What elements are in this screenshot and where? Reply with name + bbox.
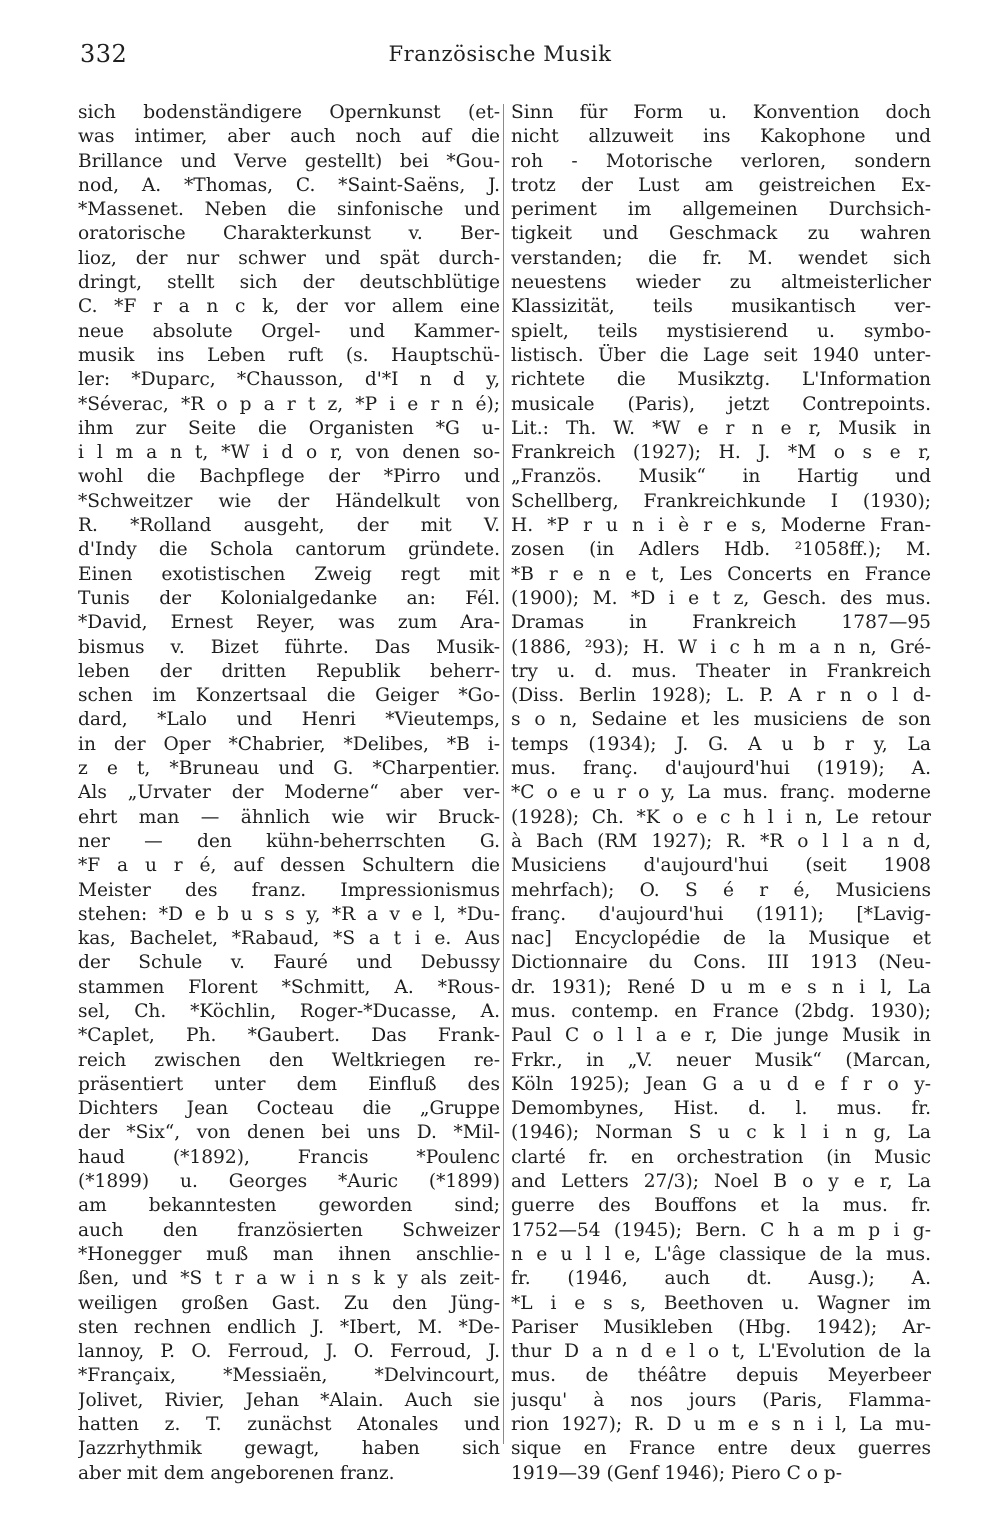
page-number: 332	[80, 40, 128, 68]
text-line: haud (*1892), Francis *Poulenc	[78, 1146, 500, 1168]
text-line: roh - Motorische verloren, sondern	[511, 150, 931, 172]
text-line: Tunis der Kolonialgedanke an: Fél.	[78, 587, 500, 609]
text-line: *Schweitzer wie der Händelkult von	[78, 490, 500, 512]
text-line: musik ins Leben ruft (s. Hauptschü-	[78, 344, 500, 366]
text-line: ihm zur Seite die Organisten *G u-	[78, 417, 500, 439]
text-line: *C o e u r o y, La mus. franç. moderne	[511, 782, 931, 804]
text-line: ehrt man — ähnlich wie wir Bruck-	[78, 806, 500, 828]
text-line: clarté fr. en orchestration (in Music	[511, 1146, 931, 1168]
text-line: bismus v. Bizet führte. Das Musik-	[78, 636, 500, 658]
text-line: lannoy, P. O. Ferroud, J. O. Ferroud, J.	[78, 1341, 500, 1363]
text-line: *Massenet. Neben die sinfonische und	[78, 199, 500, 221]
text-line: Dictionnaire du Cons. III 1913 (Neu-	[511, 952, 931, 974]
text-line: s o n, Sedaine et les musiciens de son	[511, 709, 931, 731]
text-line: Pariser Musikleben (Hbg. 1942); Ar-	[511, 1316, 931, 1338]
page-header	[80, 40, 920, 76]
text-line: Jazzrhythmik gewagt, haben sich	[78, 1438, 500, 1460]
text-line: wohl die Bachpflege der *Pirro und	[78, 466, 500, 488]
text-line: (1886, ²93); H. W i c h m a n n, Gré-	[511, 636, 931, 658]
text-line: zosen (in Adlers Hdb. ²1058ff.); M.	[511, 539, 931, 561]
text-line: Jolivet, Rivier, Jehan *Alain. Auch sie	[78, 1389, 500, 1411]
text-line: Als „Urvater der Moderne“ aber ver-	[78, 782, 500, 804]
text-line: kas, Bachelet, *Rabaud, *S a t i e. Aus	[78, 928, 500, 950]
text-line: in der Oper *Chabrier, *Delibes, *B i-	[78, 733, 500, 755]
text-line: Musiciens d'aujourd'hui (seit 1908	[511, 855, 931, 877]
text-line: Meister des franz. Impressionismus	[78, 879, 500, 901]
text-line: C. *F r a n c k, der vor allem eine	[78, 296, 500, 318]
text-line: Frkr., in „V. neuer Musik“ (Marcan,	[511, 1049, 931, 1071]
left-text-column	[78, 101, 500, 1486]
text-line: mus. contemp. en France (2bdg. 1930);	[511, 1000, 931, 1022]
text-line: „Französ. Musik“ in Hartig und	[511, 466, 931, 488]
text-line: *L i e s s, Beethoven u. Wagner im	[511, 1292, 931, 1314]
text-line: sel, Ch. *Köchlin, Roger-*Ducasse, A.	[78, 1000, 500, 1022]
text-line: *F a u r é, auf dessen Schultern die	[78, 855, 500, 877]
text-line: Demombynes, Hist. d. l. mus. fr.	[511, 1098, 931, 1120]
text-line: listisch. Über die Lage seit 1940 unter-	[511, 344, 931, 366]
text-line: temps (1934); J. G. A u b r y, La	[511, 733, 931, 755]
text-line: *Séverac, *R o p a r t z, *P i e r n é);	[78, 393, 500, 415]
text-line: periment im allgemeinen Durchsich-	[511, 199, 931, 221]
text-line: *David, Ernest Reyer, was zum Ara-	[78, 612, 500, 634]
text-line: Paul C o l l a e r, Die junge Musik in	[511, 1025, 931, 1047]
text-line: rion 1927); R. D u m e s n i l, La mu-	[511, 1414, 931, 1436]
text-line: guerre des Bouffons et la mus. fr.	[511, 1195, 931, 1217]
text-line: *Honegger muß man ihnen anschlie-	[78, 1243, 500, 1265]
text-line: neue absolute Orgel- und Kammer-	[78, 320, 500, 342]
text-line: Brillance und Verve gestellt) bei *Gou-	[78, 150, 500, 172]
text-line: der *Six“, von denen bei uns D. *Mil-	[78, 1122, 500, 1144]
text-line: (Diss. Berlin 1928); L. P. A r n o l d-	[511, 685, 931, 707]
text-line: schen im Konzertsaal die Geiger *Go-	[78, 685, 500, 707]
text-line: dard, *Lalo und Henri *Vieutemps,	[78, 709, 500, 731]
text-line: sich bodenständigere Opernkunst (et-	[78, 102, 500, 123]
text-line: ßen, und *S t r a w i n s k y als zeit-	[78, 1268, 500, 1290]
text-line: Dramas in Frankreich 1787—95	[511, 612, 931, 634]
text-line: leben der dritten Republik beherr-	[78, 660, 500, 682]
text-line: weiligen großen Gast. Zu den Jüng-	[78, 1292, 500, 1314]
text-line: 1752—54 (1945); Bern. C h a m p i g-	[511, 1219, 931, 1241]
text-line: n e u l l e, L'âge classique de la mus.	[511, 1243, 931, 1265]
text-line: reich zwischen den Weltkriegen re-	[78, 1049, 500, 1071]
text-line: stehen: *D e b u s s y, *R a v e l, *Du-	[78, 903, 500, 925]
text-line: thur D a n d e l o t, L'Evolution de la	[511, 1341, 931, 1363]
text-line: Einen exotistischen Zweig regt mit	[78, 563, 500, 585]
text-line: aber mit dem angeborenen franz.	[78, 1462, 395, 1484]
text-line: (*1899) u. Georges *Auric (*1899)	[78, 1171, 500, 1193]
text-line: *Françaix, *Messiaën, *Delvincourt,	[78, 1365, 500, 1387]
text-line: oratorische Charakterkunst v. Ber-	[78, 223, 500, 245]
text-line: stammen Florent *Schmitt, A. *Rous-	[78, 976, 500, 998]
text-line: i l m a n t, *W i d o r, von denen so-	[78, 442, 500, 464]
text-line: ner — den kühn-beherrschten G.	[78, 830, 500, 852]
text-line: (1900); M. *D i e t z, Gesch. des mus.	[511, 587, 931, 609]
text-line: ler: *Duparc, *Chausson, d'*I n d y,	[78, 369, 500, 391]
text-line: d'Indy die Schola cantorum gründete.	[78, 539, 500, 561]
right-text-column	[511, 101, 931, 1486]
text-line: (1946); Norman S u c k l i n g, La	[511, 1122, 931, 1144]
text-line: verstanden; die fr. M. wendet sich	[511, 247, 931, 269]
text-line: lioz, der nur schwer und spät durch-	[78, 247, 500, 269]
text-line: dringt, stellt sich der deutschblütige	[78, 272, 500, 294]
text-line: spielt, teils mystisierend u. symbo-	[511, 320, 931, 342]
text-line: mus. franç. d'aujourd'hui (1919); A.	[511, 758, 931, 780]
text-line: was intimer, aber auch noch auf die	[78, 126, 500, 148]
text-line: trotz der Lust am geistreichen Ex-	[511, 174, 931, 196]
text-line: dr. 1931); René D u m e s n i l, La	[511, 976, 931, 998]
text-line: nac] Encyclopédie de la Musique et	[511, 928, 931, 950]
text-line: Lit.: Th. W. *W e r n e r, Musik in	[511, 417, 931, 439]
text-line: Sinn für Form u. Konvention doch	[511, 102, 931, 123]
text-line: tigkeit und Geschmack zu wahren	[511, 223, 931, 245]
text-line: fr. (1946, auch dt. Ausg.); A.	[511, 1268, 931, 1290]
text-line: *Caplet, Ph. *Gaubert. Das Frank-	[78, 1025, 500, 1047]
text-line: à Bach (RM 1927); R. *R o l l a n d,	[511, 830, 931, 852]
text-line: z e t, *Bruneau und G. *Charpentier.	[78, 758, 500, 780]
text-line: franç. d'aujourd'hui (1911); [*Lavig-	[511, 903, 931, 925]
text-line: (1928); Ch. *K o e c h l i n, Le retour	[511, 806, 931, 828]
text-line: *B r e n e t, Les Concerts en France	[511, 563, 931, 585]
text-line: nod, A. *Thomas, C. *Saint-Saëns, J.	[78, 174, 500, 196]
text-line: sique en France entre deux guerres	[511, 1438, 931, 1460]
text-line: Dichters Jean Cocteau die „Gruppe	[78, 1098, 500, 1120]
text-line: der Schule v. Fauré und Debussy	[78, 952, 500, 974]
text-line: Schellberg, Frankreichkunde I (1930);	[511, 490, 931, 512]
text-line: auch den französierten Schweizer	[78, 1219, 500, 1241]
text-line: präsentiert unter dem Einfluß des	[78, 1073, 500, 1095]
column-divider	[503, 104, 504, 1444]
text-line: musicale (Paris), jetzt Contrepoints.	[511, 393, 931, 415]
text-line: nicht allzuweit ins Kakophone und	[511, 126, 931, 148]
text-line: am bekanntesten geworden sind;	[78, 1195, 500, 1217]
text-line: neuestens wieder zu altmeisterlicher	[511, 272, 931, 294]
text-line: Köln 1925); Jean G a u d e f r o y-	[511, 1073, 931, 1095]
running-title: Französische Musik	[388, 42, 612, 66]
text-line: hatten z. T. zunächst Atonales und	[78, 1414, 500, 1436]
text-line: Klassizität, teils musikantisch ver-	[511, 296, 931, 318]
text-line: and Letters 27/3); Noel B o y e r, La	[511, 1171, 931, 1193]
text-line: try u. d. mus. Theater in Frankreich	[511, 660, 931, 682]
text-line: Frankreich (1927); H. J. *M o s e r,	[511, 442, 931, 464]
text-line: R. *Rolland ausgeht, der mit V.	[78, 515, 500, 537]
text-line: 1919—39 (Genf 1946); Piero C o p-	[511, 1462, 842, 1484]
text-line: mus. de théâtre depuis Meyerbeer	[511, 1365, 931, 1387]
text-line: jusqu' à nos jours (Paris, Flamma-	[511, 1389, 931, 1411]
text-line: H. *P r u n i è r e s, Moderne Fran-	[511, 515, 931, 537]
text-line: mehrfach); O. S é r é, Musiciens	[511, 879, 931, 901]
text-line: richtete die Musikztg. L'Information	[511, 369, 931, 391]
text-line: sten rechnen endlich J. *Ibert, M. *De-	[78, 1316, 500, 1338]
